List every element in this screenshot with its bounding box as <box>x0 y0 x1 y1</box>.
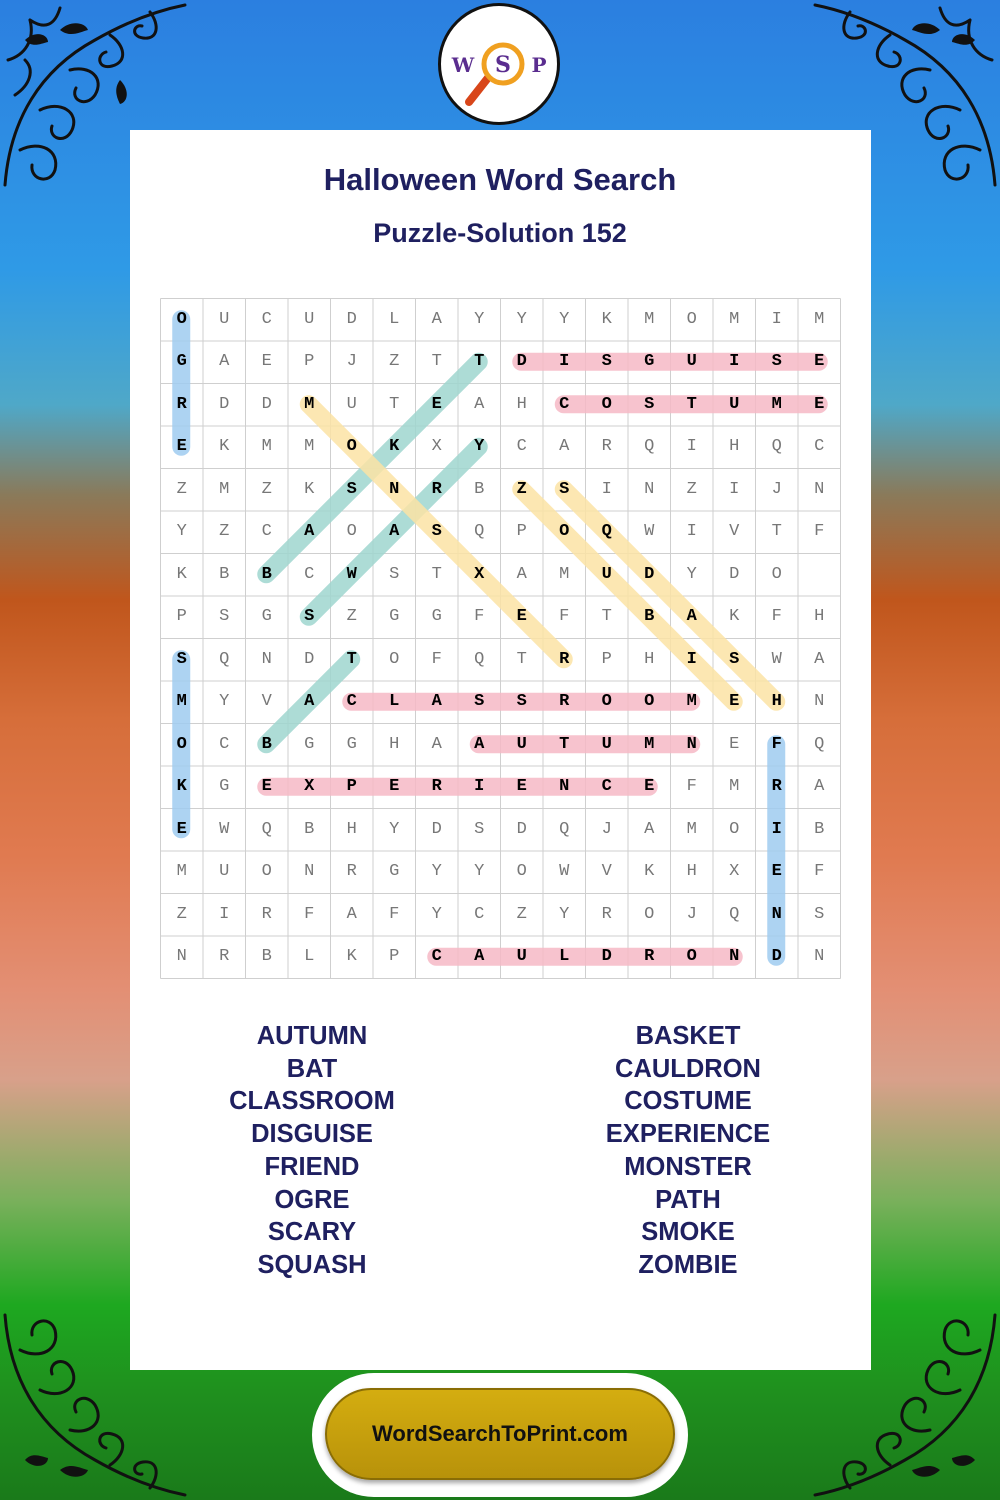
grid-cell[interactable]: I <box>729 352 740 371</box>
grid-cell[interactable]: D <box>516 819 527 839</box>
grid-cell[interactable]: A <box>814 777 825 796</box>
grid-cell[interactable]: F <box>304 904 315 924</box>
grid-cell[interactable]: O <box>559 522 570 541</box>
grid-cell[interactable]: C <box>261 309 272 329</box>
grid-cell[interactable]: E <box>771 862 782 881</box>
grid-cell[interactable]: R <box>261 904 272 924</box>
grid-cell[interactable]: J <box>346 352 357 371</box>
grid-cell[interactable]: V <box>261 692 272 711</box>
word-list-item: EXPERIENCE <box>605 1120 771 1149</box>
grid-cell[interactable]: D <box>346 309 357 329</box>
grid-cell[interactable]: B <box>261 734 272 754</box>
grid-cell[interactable]: F <box>686 777 697 796</box>
grid-cell[interactable]: X <box>304 777 315 796</box>
grid-cell[interactable]: G <box>644 352 655 371</box>
grid-cell[interactable]: I <box>219 904 230 924</box>
word-list-item: BASKET <box>635 1022 741 1050</box>
grid-cell[interactable]: Q <box>814 734 825 754</box>
grid-cell[interactable]: D <box>601 947 612 966</box>
grid-cell[interactable]: W <box>219 819 230 839</box>
grid-cell[interactable]: H <box>389 734 400 754</box>
grid-cell[interactable]: A <box>516 564 527 584</box>
grid-cell[interactable]: M <box>559 564 570 584</box>
grid-cell[interactable]: B <box>261 947 272 966</box>
grid-cell[interactable]: G <box>261 607 272 626</box>
grid-cell[interactable]: Q <box>644 437 655 456</box>
grid-cell[interactable]: Y <box>686 564 697 584</box>
grid-cell[interactable]: O <box>261 862 272 881</box>
grid-cell[interactable]: E <box>814 352 825 371</box>
grid-cell[interactable]: T <box>516 649 527 669</box>
grid-cell[interactable]: H <box>644 649 655 669</box>
grid-cell[interactable]: J <box>686 904 697 924</box>
grid-cell[interactable]: Y <box>474 862 485 881</box>
grid-cell[interactable]: U <box>219 862 230 881</box>
grid-cell[interactable]: O <box>601 394 612 414</box>
grid-cell[interactable]: A <box>686 607 697 626</box>
grid-cell[interactable]: C <box>346 692 357 711</box>
grid-cell[interactable]: Z <box>261 479 272 499</box>
grid-cell[interactable]: E <box>176 819 187 839</box>
grid-cell[interactable]: C <box>474 904 485 924</box>
grid-cell[interactable]: Y <box>474 309 485 329</box>
word-list-item: CAULDRON <box>615 1054 761 1083</box>
grid-cell[interactable]: R <box>644 947 655 966</box>
grid-cell[interactable]: Q <box>261 819 272 839</box>
grid-cell[interactable]: A <box>304 522 315 541</box>
grid-cell[interactable]: D <box>261 394 272 414</box>
grid-cell[interactable]: O <box>346 437 357 456</box>
grid-cell[interactable]: U <box>729 394 740 414</box>
grid-cell[interactable]: D <box>516 352 527 371</box>
letter-grid <box>160 298 840 978</box>
grid-cell[interactable]: P <box>346 777 357 796</box>
grid-cell[interactable]: A <box>644 819 655 839</box>
grid-cell[interactable]: K <box>644 862 655 881</box>
grid-cell[interactable]: E <box>729 692 740 711</box>
grid-cell[interactable]: T <box>431 352 442 371</box>
grid-cell[interactable]: R <box>431 479 442 499</box>
grid-cell[interactable]: A <box>431 309 442 329</box>
grid-cell[interactable]: E <box>261 352 272 371</box>
grid-cell[interactable]: T <box>431 564 442 584</box>
word-list-item: SCARY <box>267 1218 357 1247</box>
grid-cell[interactable]: K <box>176 777 187 796</box>
grid-cell[interactable]: R <box>559 649 570 669</box>
grid-cell[interactable]: Y <box>559 904 570 924</box>
grid-cell[interactable]: F <box>389 904 400 924</box>
grid-cell[interactable]: R <box>771 777 782 796</box>
grid-cell[interactable]: X <box>474 564 485 584</box>
grid-cell[interactable]: R <box>601 904 612 924</box>
grid-cell[interactable]: D <box>771 947 782 966</box>
grid-cell[interactable]: K <box>601 309 612 329</box>
grid-cell[interactable]: R <box>346 862 357 881</box>
grid-cell[interactable]: E <box>389 777 400 796</box>
grid-cell[interactable]: S <box>644 394 655 414</box>
grid-cell[interactable]: O <box>346 522 357 541</box>
grid-cell[interactable]: W <box>771 649 782 669</box>
grid-cell[interactable]: S <box>431 522 442 541</box>
grid-cell[interactable]: W <box>559 862 570 881</box>
grid-cell[interactable]: G <box>389 607 400 626</box>
grid-cell[interactable]: I <box>771 309 782 329</box>
word-list-right <box>488 1020 888 1282</box>
grid-cell[interactable]: K <box>176 564 187 584</box>
grid-cell[interactable]: I <box>686 649 697 669</box>
grid-cell[interactable]: G <box>431 607 442 626</box>
grid-cell[interactable]: M <box>729 777 740 796</box>
grid-cell[interactable]: H <box>814 607 825 626</box>
grid-cell[interactable]: M <box>261 437 272 456</box>
grid-cell[interactable]: W <box>644 522 655 541</box>
grid-cell[interactable]: H <box>771 692 782 711</box>
word-list-item: BAT <box>286 1054 338 1083</box>
grid-cell[interactable]: K <box>729 607 740 626</box>
grid-cell[interactable]: D <box>644 564 655 584</box>
grid-cell[interactable]: I <box>686 522 697 541</box>
grid-cell[interactable]: D <box>219 394 230 414</box>
grid-cell[interactable]: N <box>559 777 570 796</box>
site-logo[interactable] <box>438 3 560 125</box>
grid-cell[interactable]: H <box>516 394 527 414</box>
grid-cell[interactable]: A <box>304 692 315 711</box>
grid-cell[interactable]: N <box>389 479 400 499</box>
word-list-item: AUTUMN <box>256 1022 368 1050</box>
grid-cell[interactable]: L <box>389 309 400 329</box>
grid-cell[interactable]: K <box>389 437 400 456</box>
grid-cell[interactable]: Z <box>346 607 357 626</box>
website-link-button[interactable] <box>325 1388 675 1480</box>
grid-cell[interactable]: E <box>729 734 740 754</box>
grid-cell[interactable]: D <box>304 649 315 669</box>
grid-cell[interactable]: O <box>644 904 655 924</box>
grid-cell[interactable]: A <box>474 394 485 414</box>
word-list-item: MONSTER <box>624 1152 752 1181</box>
grid-cell[interactable]: Q <box>219 649 230 669</box>
grid-cell[interactable]: R <box>219 947 230 966</box>
word-list-item: SQUASH <box>257 1250 367 1279</box>
grid-cell[interactable]: E <box>261 777 272 796</box>
grid-cell[interactable]: M <box>729 309 740 329</box>
grid-cell[interactable]: A <box>431 692 442 711</box>
grid-cell[interactable]: O <box>686 309 697 329</box>
grid-cell[interactable]: Y <box>474 437 485 456</box>
grid-cell[interactable]: S <box>771 352 782 371</box>
grid-cell[interactable]: N <box>814 692 825 711</box>
grid-cell[interactable]: F <box>559 607 570 626</box>
grid-cell[interactable]: H <box>686 862 697 881</box>
grid-cell[interactable]: H <box>346 819 357 839</box>
grid-cell[interactable]: Y <box>431 904 442 924</box>
word-list-item: PATH <box>655 1185 721 1214</box>
grid-cell[interactable]: M <box>771 394 782 414</box>
grid-cell[interactable]: T <box>389 394 400 414</box>
grid-cell[interactable]: N <box>304 862 315 881</box>
grid-cell[interactable]: Q <box>601 522 612 541</box>
grid-cell[interactable]: M <box>304 394 315 414</box>
grid-cell[interactable]: Y <box>176 522 187 541</box>
grid-cell[interactable]: V <box>729 522 740 541</box>
grid-cell[interactable]: M <box>814 309 825 329</box>
grid-cell[interactable]: B <box>474 479 485 499</box>
grid-cell[interactable]: T <box>686 394 697 414</box>
grid-cell[interactable]: I <box>771 819 782 839</box>
grid-cell[interactable]: O <box>176 309 187 329</box>
grid-cell[interactable]: F <box>814 522 825 541</box>
grid-cell[interactable]: O <box>176 734 187 754</box>
grid-cell[interactable]: M <box>176 862 187 881</box>
grid-cell[interactable]: A <box>559 437 570 456</box>
grid-cell[interactable]: R <box>176 394 187 414</box>
grid-cell[interactable]: J <box>771 479 782 499</box>
grid-cell[interactable]: U <box>516 947 527 966</box>
grid-cell[interactable]: A <box>474 947 485 966</box>
grid-cell[interactable]: O <box>644 692 655 711</box>
grid-cell[interactable]: V <box>601 862 612 881</box>
grid-cell[interactable]: U <box>516 734 527 754</box>
grid-cell[interactable]: P <box>389 947 400 966</box>
grid-cell[interactable]: Z <box>176 904 187 924</box>
grid-cell[interactable]: B <box>219 564 230 584</box>
grid-cell[interactable]: B <box>814 819 825 839</box>
word-list-item: ZOMBIE <box>638 1250 738 1279</box>
word-list-item: CLASSROOM <box>229 1087 395 1116</box>
page-subtitle: Puzzle-Solution 152 <box>373 218 627 248</box>
logo-letter-s: S <box>495 52 511 78</box>
grid-cell[interactable]: E <box>516 777 527 796</box>
grid-cell[interactable]: O <box>686 947 697 966</box>
grid-cell[interactable]: G <box>389 862 400 881</box>
grid-cell[interactable]: U <box>346 394 357 414</box>
grid-cell[interactable]: O <box>601 692 612 711</box>
grid-cell[interactable]: S <box>346 479 357 499</box>
grid-cell[interactable]: C <box>516 437 527 456</box>
grid-cell[interactable]: E <box>516 607 527 626</box>
grid-cell[interactable]: F <box>771 607 782 626</box>
grid-cell[interactable]: O <box>771 564 782 584</box>
grid-cell[interactable]: E <box>814 394 825 414</box>
grid-cell[interactable]: B <box>261 564 272 584</box>
grid-cell[interactable]: O <box>516 862 527 881</box>
grid-cell[interactable]: F <box>771 734 782 754</box>
grid-cell[interactable]: Y <box>389 819 400 839</box>
grid-cell[interactable]: Z <box>219 522 230 541</box>
grid-cell[interactable]: C <box>431 947 442 966</box>
grid-cell[interactable]: I <box>559 352 570 371</box>
grid-cell[interactable]: A <box>219 352 230 371</box>
grid-cell[interactable]: W <box>346 564 357 584</box>
grid-cell[interactable]: A <box>389 522 400 541</box>
website-link-label: WordSearchToPrint.com <box>372 1421 628 1446</box>
grid-cell[interactable]: K <box>304 479 315 499</box>
grid-cell[interactable]: O <box>729 819 740 839</box>
grid-cell[interactable]: L <box>304 947 315 966</box>
grid-cell[interactable]: Z <box>516 479 527 499</box>
grid-cell[interactable]: C <box>601 777 612 796</box>
grid-cell[interactable]: R <box>431 777 442 796</box>
grid-cell[interactable]: I <box>474 777 485 796</box>
grid-cell[interactable]: G <box>346 734 357 754</box>
grid-cell[interactable]: S <box>601 352 612 371</box>
grid-cell[interactable]: N <box>771 904 782 924</box>
grid-cell[interactable]: S <box>176 649 187 669</box>
grid-cell[interactable]: D <box>729 564 740 584</box>
grid-cell[interactable]: A <box>431 734 442 754</box>
grid-cell[interactable]: Q <box>729 904 740 924</box>
logo-letter-p: P <box>531 53 547 77</box>
grid-cell[interactable]: B <box>644 607 655 626</box>
grid-cell[interactable]: Z <box>686 479 697 499</box>
grid-cell[interactable]: G <box>176 352 187 371</box>
grid-cell[interactable]: U <box>304 309 315 329</box>
grid-cell[interactable]: M <box>219 479 230 499</box>
grid-cell[interactable]: P <box>304 352 315 371</box>
grid-cell[interactable]: D <box>431 819 442 839</box>
grid-cell[interactable]: N <box>814 947 825 966</box>
grid-cell[interactable]: S <box>729 649 740 669</box>
grid-cell[interactable]: B <box>304 819 315 839</box>
word-list-item: FRIEND <box>264 1152 360 1181</box>
grid-cell[interactable]: F <box>431 649 442 669</box>
grid-cell[interactable]: O <box>389 649 400 669</box>
page-title: Halloween Word Search <box>323 162 677 197</box>
grid-cell[interactable]: S <box>474 819 485 839</box>
grid-cell[interactable]: S <box>389 564 400 584</box>
grid-cell[interactable]: Z <box>516 904 527 924</box>
grid-cell[interactable]: P <box>516 522 527 541</box>
grid-cell[interactable]: C <box>219 734 230 754</box>
grid-cell[interactable]: M <box>304 437 315 456</box>
grid-cell[interactable]: N <box>729 947 740 966</box>
grid-cell[interactable]: I <box>601 479 612 499</box>
grid-cell[interactable]: Y <box>431 862 442 881</box>
grid-cell[interactable]: G <box>304 734 315 754</box>
grid-cell[interactable]: C <box>304 564 315 584</box>
grid-cell[interactable]: Q <box>771 437 782 456</box>
grid-cell[interactable]: P <box>601 649 612 669</box>
grid-cell[interactable]: N <box>644 479 655 499</box>
grid-cell[interactable]: K <box>346 947 357 966</box>
grid-cell[interactable]: M <box>644 309 655 329</box>
grid-cell[interactable]: T <box>559 734 570 754</box>
grid-cell[interactable]: T <box>474 352 485 371</box>
grid-cell[interactable]: Z <box>389 352 400 371</box>
grid-cell[interactable]: Q <box>474 649 485 669</box>
logo-letter-w: W <box>451 53 475 77</box>
grid-cell[interactable]: N <box>686 734 697 754</box>
grid-cell[interactable]: Y <box>559 309 570 329</box>
grid-cell[interactable]: I <box>729 479 740 499</box>
grid-cell[interactable]: Q <box>474 522 485 541</box>
grid-cell[interactable]: E <box>431 394 442 414</box>
grid-cell[interactable]: M <box>644 734 655 754</box>
grid-cell[interactable]: A <box>814 649 825 669</box>
grid-cell[interactable]: F <box>474 607 485 626</box>
grid-cell[interactable]: U <box>686 352 697 371</box>
grid-cell[interactable]: E <box>176 437 187 456</box>
grid-cell[interactable]: N <box>814 479 825 499</box>
grid-cell[interactable]: F <box>814 862 825 881</box>
grid-cell[interactable]: S <box>814 904 825 924</box>
grid-cell[interactable]: U <box>601 734 612 754</box>
grid-cell[interactable]: K <box>219 437 230 456</box>
grid-cell[interactable]: C <box>261 522 272 541</box>
grid-cell[interactable]: R <box>559 692 570 711</box>
grid-cell[interactable]: Y <box>219 692 230 711</box>
grid-cell[interactable]: M <box>176 692 187 711</box>
grid-cell[interactable]: R <box>601 437 612 456</box>
grid-cell[interactable]: Q <box>559 819 570 839</box>
grid-cell[interactable]: T <box>601 607 612 626</box>
grid-cell[interactable]: I <box>686 437 697 456</box>
grid-cell[interactable]: A <box>474 734 485 754</box>
grid-cell[interactable]: P <box>176 607 187 626</box>
grid-cell[interactable]: S <box>304 607 315 626</box>
word-list-item: DISGUISE <box>251 1120 373 1149</box>
magnifier-icon <box>441 6 557 122</box>
grid-cell[interactable]: Y <box>516 309 527 329</box>
grid-cell[interactable]: L <box>559 947 570 966</box>
grid-cell[interactable]: U <box>601 564 612 584</box>
grid-cell[interactable]: C <box>559 394 570 414</box>
grid-cell[interactable]: M <box>686 692 697 711</box>
grid-cell[interactable]: X <box>729 862 740 881</box>
grid-cell[interactable]: N <box>261 649 272 669</box>
grid-cell[interactable]: C <box>814 437 825 456</box>
grid-cell[interactable]: N <box>176 947 187 966</box>
word-list-item: COSTUME <box>624 1087 752 1116</box>
word-list-item: SMOKE <box>641 1218 735 1247</box>
word-list-left <box>112 1020 512 1282</box>
grid-cell[interactable]: T <box>346 649 357 669</box>
grid-cell[interactable]: Z <box>176 479 187 499</box>
grid-cell[interactable]: H <box>729 437 740 456</box>
word-list-item: OGRE <box>274 1185 350 1214</box>
grid-cell[interactable]: S <box>559 479 570 499</box>
grid-cell[interactable]: S <box>474 692 485 711</box>
grid-cell[interactable]: X <box>431 437 442 456</box>
grid-cell[interactable]: L <box>389 692 400 711</box>
grid-cell[interactable]: S <box>219 607 230 626</box>
grid-cell[interactable]: J <box>601 819 612 839</box>
grid-cell[interactable]: M <box>686 819 697 839</box>
grid-cell[interactable]: U <box>219 309 230 329</box>
grid-cell[interactable]: S <box>516 692 527 711</box>
grid-cell[interactable]: A <box>346 904 357 924</box>
grid-cell[interactable]: T <box>771 522 782 541</box>
grid-cell[interactable]: E <box>644 777 655 796</box>
grid-cell[interactable]: G <box>219 777 230 796</box>
